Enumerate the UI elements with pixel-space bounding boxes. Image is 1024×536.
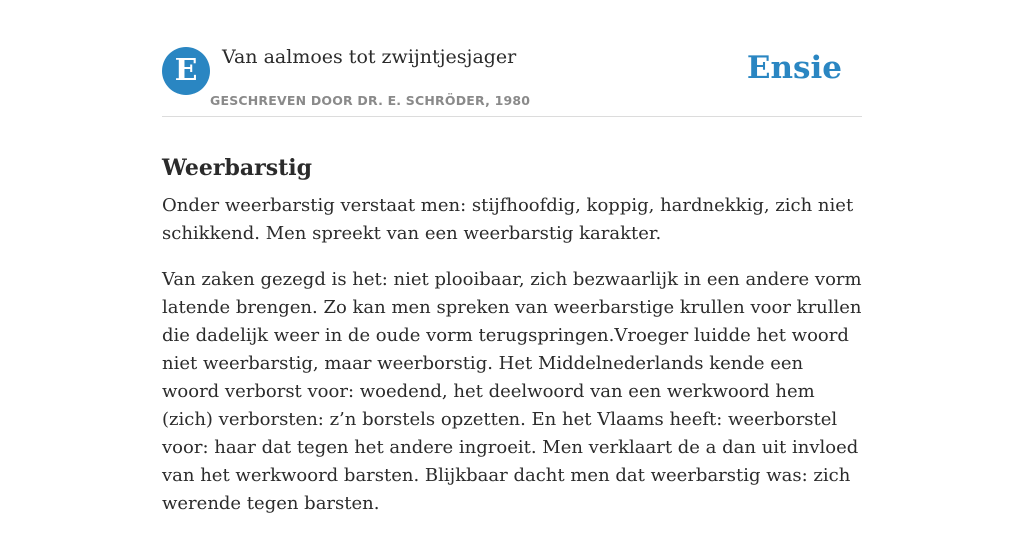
page	[162, 0, 862, 514]
ensie-logo-icon[interactable]: E	[162, 47, 210, 95]
headword: Weerbarstig	[162, 154, 313, 181]
entry-title[interactable]: Van aalmoes tot zwijntjesjager	[222, 46, 517, 68]
byline: GESCHREVEN DOOR DR. E. SCHRÖDER, 1980	[210, 93, 531, 108]
header	[162, 0, 862, 117]
paragraph: Onder weerbarstig verstaat men: stijfhoofdig, koppig, hardnekkig, zich niet schikkend. Men spreekt van een weerbarstig karakter.	[162, 195, 854, 244]
brand-logo[interactable]: Ensie	[746, 50, 842, 86]
paragraph: Van zaken gezegd is het: niet plooibaar, zich bezwaarlijk in een andere vorm latende brengen. Zo kan men spreken van weerbarstige krullen voor krullen die dadelijk weer in de oude vorm terugspringen.Vroeger luidde het woord niet weerbarstig, maar weerborstig. Het Middelnederlands kende een woord verborst voor: woedend, het deelwoord van een werkwoord hem (zich) verborsten: z’n borstels opzetten. En het Vlaams heeft: weerborstel voor: haar dat tegen het andere ingroeit. Men verklaart de a dan uit invloed van het werkwoord barsten. Blijkbaar dacht men dat weerbarstig was: zich werende tegen barsten.	[162, 269, 862, 514]
article-body	[162, 192, 862, 536]
